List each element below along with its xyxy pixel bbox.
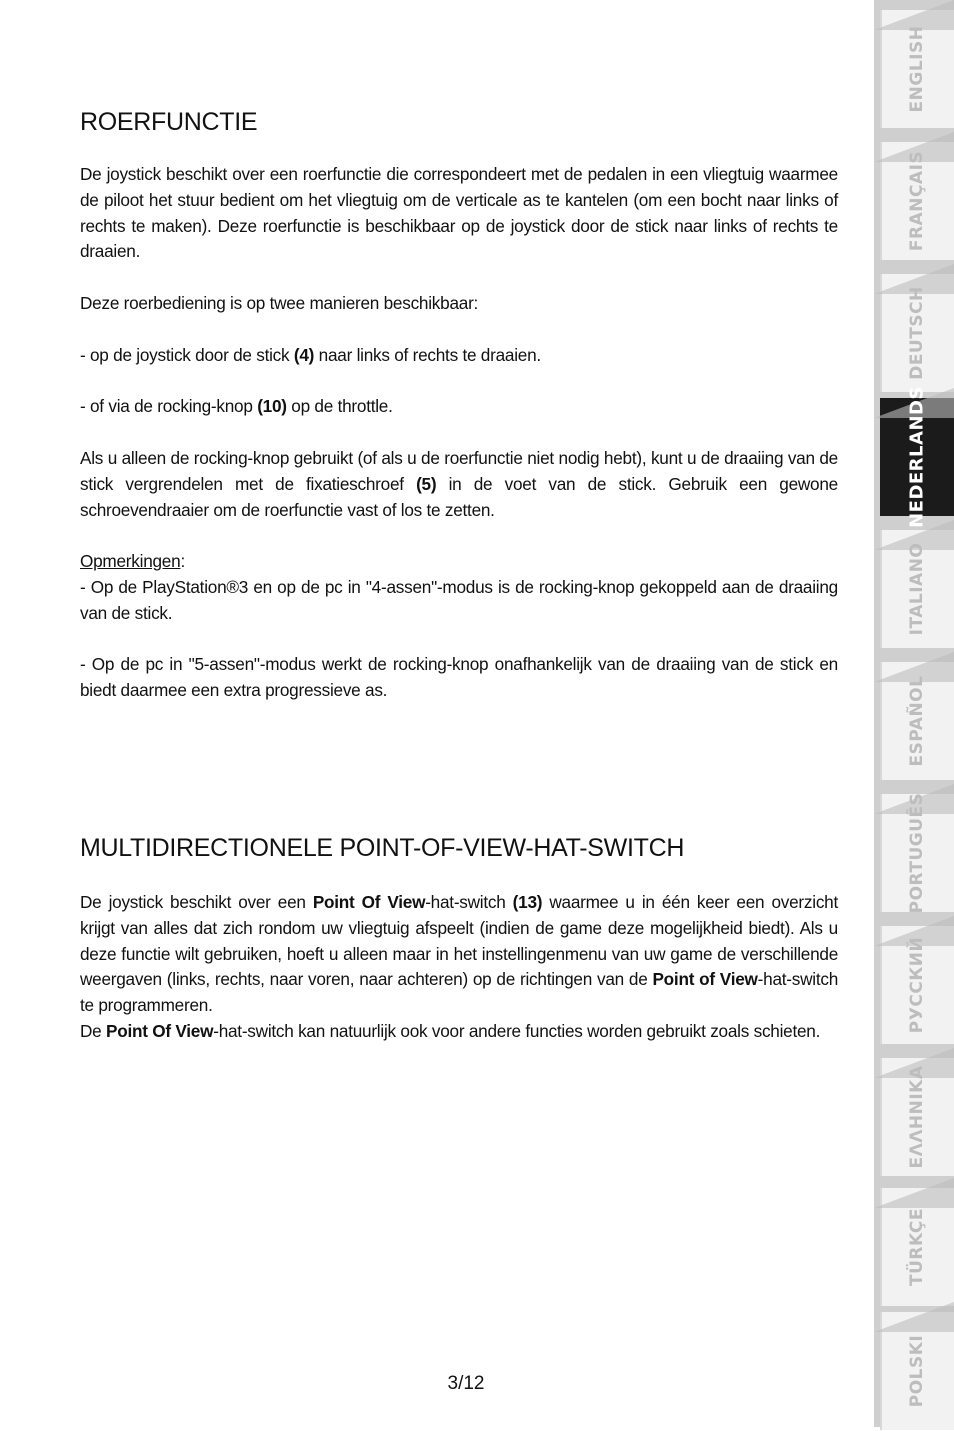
language-tab-label: PORTUGUÊS	[907, 792, 927, 914]
ref-number: (4)	[293, 345, 315, 365]
bold-term: Point Of View	[106, 1021, 214, 1041]
note-pc-5-assen: - Op de pc in "5-assen"-modus werkt de rocking-knop onafhankelijk van de draaiing van de stick en biedt daarmee een extra progressieve as.	[80, 654, 838, 700]
ref-number: (13)	[512, 892, 543, 912]
language-tab-3[interactable]	[880, 386, 954, 528]
language-tab-label: TÜRKÇE	[907, 1208, 927, 1286]
page-number: 3/12	[447, 1373, 485, 1394]
text: -hat-switch kan natuurlijk ook voor andere functies worden gebruikt zoals schieten.	[213, 1021, 821, 1041]
language-tab-label: POLSKI	[907, 1334, 927, 1408]
language-tab-9[interactable]	[880, 1188, 954, 1306]
language-tab-label: DEUTSCH	[907, 286, 927, 380]
note-playstation: - Op de PlayStation®3 en op de pc in "4-assen"-modus is de rocking-knop gekoppeld aan de draaiing van de stick.	[80, 577, 838, 623]
language-tab-2[interactable]	[880, 274, 954, 392]
list-item-stick	[80, 343, 838, 369]
language-tab-1[interactable]	[880, 142, 954, 260]
text: -hat-switch te programmeren.	[80, 969, 839, 1016]
text: :	[180, 551, 185, 571]
language-tab-label: ENGLISH	[907, 25, 927, 113]
text: -hat-switch	[425, 892, 513, 912]
section-title-pov-hat-switch: MULTIDIRECTIONELE POINT-OF-VIEW-HAT-SWITCH	[80, 834, 685, 862]
language-tab-8[interactable]	[880, 1058, 954, 1176]
text: op de throttle.	[286, 396, 393, 416]
paragraph-pov-intro	[80, 890, 838, 1019]
text: - op de joystick door de stick	[80, 345, 294, 365]
ref-number: (10)	[257, 396, 287, 416]
section-title-roerfunctie: ROERFUNCTIE	[80, 108, 258, 136]
text: in de voet van de stick. Gebruik een gewone schroevendraaier om de roerfunctie vast of los te zetten.	[80, 473, 838, 520]
paragraph-roer-two-ways: Deze roerbediening is op twee manieren beschikbaar:	[80, 293, 479, 313]
language-tab-label: ΕΛΛΗΝΙΚΑ	[907, 1065, 927, 1169]
text: Als u alleen de rocking-knop gebruikt (of als u de roerfunctie niet nodig hebt), kunt u de draaiing van de stick vergrendelen met de fixatieschroef	[80, 448, 838, 494]
language-tab-4[interactable]	[880, 530, 954, 648]
text: waarmee u in één keer een overzicht krijgt van alles dat zich rondom uw vliegtuig afspeelt (indien de game deze mogelijkheid biedt). Als u deze functie wilt gebruiken, hoeft u alleen maar in het instellingenmenu van uw game de verschillende weergaven (links, rechts, naar voren, naar achteren) op de richtingen van de	[80, 892, 838, 990]
ref-number: (5)	[416, 473, 437, 494]
text: De	[80, 1021, 106, 1041]
paragraph-roer-intro: De joystick beschikt over een roerfunctie die correspondeert met de pedalen in een vliegtuig waarmee de piloot het stuur bedient om het vliegtuig om de verticale as te kantelen (om een bocht naar links of rechts te maken). Deze roerfunctie is beschikbaar op de joystick door de stick naar links of rechts te draaien.	[80, 164, 838, 262]
language-tab-label: NEDERLANDS	[906, 386, 928, 528]
bold-term: Point Of View	[312, 892, 426, 912]
list-item-rocking-knop	[80, 394, 838, 420]
notes-label: Opmerkingen	[80, 551, 181, 571]
language-tab-label: FRANÇAIS	[907, 150, 927, 252]
language-tab-7[interactable]	[880, 926, 954, 1044]
text: - of via de rocking-knop	[80, 396, 258, 416]
language-tab-10[interactable]	[880, 1312, 954, 1430]
notes-heading	[80, 549, 838, 575]
text: naar links of rechts te draaien.	[314, 345, 541, 365]
language-tab-6[interactable]	[880, 794, 954, 912]
language-tab-label: РУССКИЙ	[907, 936, 927, 1034]
paragraph-fixatieschroef	[80, 446, 838, 523]
language-tab-0[interactable]	[880, 10, 954, 128]
language-tab-label: ITALIANO	[907, 542, 927, 636]
language-tab-label: ESPAÑOL	[907, 675, 927, 767]
text: De joystick beschikt over een	[80, 892, 313, 912]
paragraph-pov-other-uses	[80, 1019, 838, 1045]
language-tab-5[interactable]	[880, 662, 954, 780]
bold-term: Point of View	[652, 969, 758, 990]
language-tab-strip	[874, 0, 954, 1427]
